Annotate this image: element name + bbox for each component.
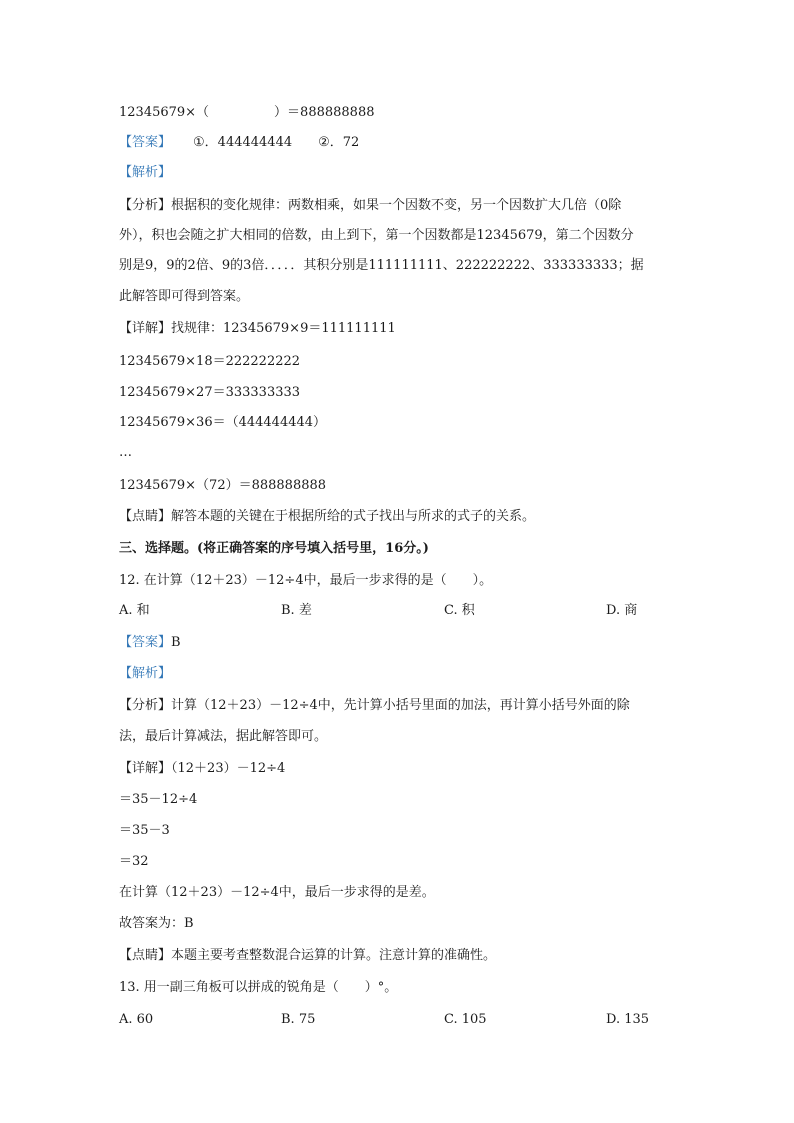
fenxi-tag: 【分析】 xyxy=(119,198,172,213)
q12-analysis-tag: 【解析】 xyxy=(119,666,172,681)
answer-tag: 【答案】 xyxy=(119,135,172,150)
q13-option-b: B. 75 xyxy=(281,1012,316,1027)
q12-dianjing-tag: 【点睛】 xyxy=(119,948,172,963)
q12-fenxi-line-2: 法，最后计算减法，据此解答即可。 xyxy=(119,729,328,744)
dianjing-line xyxy=(119,508,694,526)
q12-answer-row xyxy=(119,634,694,652)
q12-step-1: ＝35－12÷4 xyxy=(119,792,198,807)
q12-option-c: C. 积 xyxy=(444,603,475,618)
xiangjie-tag: 【详解】 xyxy=(119,321,172,336)
q12-answer: B xyxy=(171,635,181,650)
q12-fenxi-tag: 【分析】 xyxy=(119,698,172,713)
q12-fenxi-text: 计算（12＋23）－12÷4中，先计算小括号里面的加法，再计算小括号外面的除 xyxy=(171,698,630,713)
dianjing-tag: 【点睛】 xyxy=(119,509,172,524)
fenxi-text: 根据积的变化规律：两数相乘，如果一个因数不变，另一个因数扩大几倍（0除 xyxy=(171,198,622,213)
q12-option-a: A. 和 xyxy=(119,603,150,618)
q12-dianjing-line xyxy=(119,947,694,965)
q12-options xyxy=(119,602,694,620)
q12-xiangjie-line xyxy=(119,760,694,778)
prev-question-line: 12345679×（ ）＝888888888 xyxy=(119,105,375,120)
q12-dianjing-text: 本题主要考查整数混合运算的计算。注意计算的准确性。 xyxy=(171,948,497,963)
q13-options xyxy=(119,1011,694,1029)
calc-line-2: 12345679×18＝222222222 xyxy=(119,354,301,369)
q12-option-b: B. 差 xyxy=(281,603,312,618)
answer-2: ②．72 xyxy=(318,135,360,150)
xiangjie-line-1 xyxy=(119,320,694,338)
section-heading: 三、选择题。(将正确答案的序号填入括号里，16分。) xyxy=(119,541,429,556)
q12-step-2: ＝35－3 xyxy=(119,823,170,838)
q13-option-d: D. 135 xyxy=(606,1012,650,1027)
q12-xiangjie-text: （12＋23）－12÷4 xyxy=(171,761,286,776)
calc-line-4: 12345679×36＝（444444444） xyxy=(119,415,327,430)
calc-line-3: 12345679×27＝333333333 xyxy=(119,385,301,400)
fenxi-line-2: 外），积也会随之扩大相同的倍数，由上到下，第一个因数都是12345679，第二个因数分 xyxy=(119,228,634,243)
calc-line-5: 12345679×（72）＝888888888 xyxy=(119,478,327,493)
q12-option-d: D. 商 xyxy=(606,603,638,618)
q12-stem: 12. 在计算（12＋23）－12÷4中，最后一步求得的是（ ）。 xyxy=(119,573,493,588)
fenxi-line-1 xyxy=(119,197,694,215)
q12-xiangjie-tag: 【详解】 xyxy=(119,761,172,776)
q13-option-c: C. 105 xyxy=(444,1012,487,1027)
xiangjie-text: 找规律：12345679×9＝111111111 xyxy=(171,321,396,336)
answer-1: ①．444444444 xyxy=(193,135,293,150)
dianjing-text: 解答本题的关键在于根据所给的式子找出与所求的式子的关系。 xyxy=(171,509,536,524)
fenxi-line-3: 别是9，9的2倍、9的3倍．．．．．其积分别是111111111、222222222、333333333；据 xyxy=(119,258,644,273)
q13-option-a: A. 60 xyxy=(119,1012,154,1027)
q12-final: 故答案为：B xyxy=(119,916,194,931)
analysis-tag: 【解析】 xyxy=(119,165,172,180)
q12-answer-tag: 【答案】 xyxy=(119,635,172,650)
prev-answer-row xyxy=(119,134,694,152)
q12-conclusion: 在计算（12＋23）－12÷4中，最后一步求得的是差。 xyxy=(119,885,435,900)
ellipsis: … xyxy=(119,445,132,460)
q12-fenxi-line-1 xyxy=(119,697,694,715)
q13-stem: 13. 用一副三角板可以拼成的锐角是（ ）°。 xyxy=(119,980,398,995)
fenxi-line-4: 此解答即可得到答案。 xyxy=(119,289,250,304)
q12-step-3: ＝32 xyxy=(119,854,149,869)
